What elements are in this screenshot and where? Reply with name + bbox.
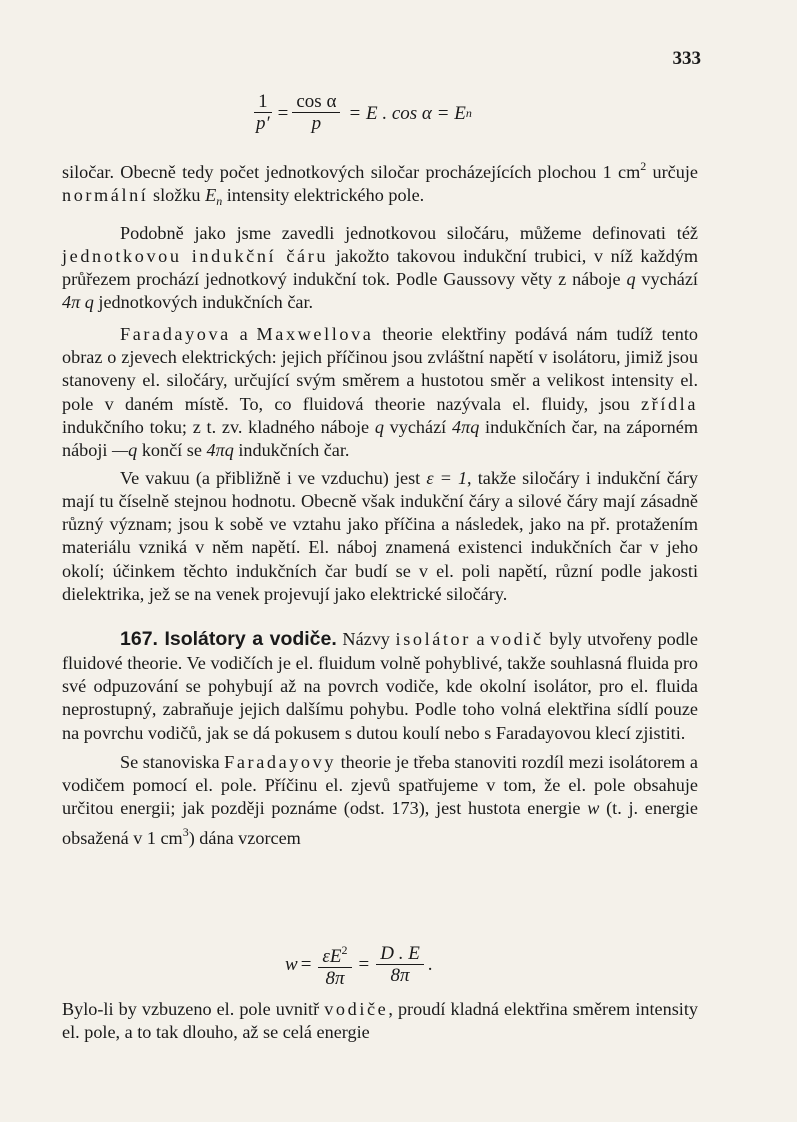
math-expression: —q <box>112 440 138 461</box>
emphasis-spaced: Faradayovy <box>224 751 337 772</box>
math-expression: εE <box>322 946 342 967</box>
math-expression: 4π q <box>62 292 94 313</box>
formula-energy-density <box>285 940 433 990</box>
subscript: n <box>216 194 223 209</box>
fraction-numerator: 1 <box>254 92 272 113</box>
fraction-denominator: 8π <box>390 964 410 986</box>
math-symbol: q <box>374 416 384 437</box>
page-number: 333 <box>672 48 701 69</box>
emphasis-spaced: jednotkovou indukční čáru <box>62 245 329 266</box>
emphasis-spaced: vodiče <box>324 999 389 1019</box>
math-symbol: w <box>285 954 298 975</box>
text-run: jednotkových indukčních čar. <box>93 292 314 313</box>
text-run: vychází <box>635 269 698 290</box>
paragraph-hustota-energie <box>62 751 698 850</box>
fraction-numerator: D . E <box>376 944 424 965</box>
emphasis-spaced: vodič <box>490 629 544 650</box>
fraction-numerator <box>318 940 351 968</box>
period: . <box>427 954 433 975</box>
text-run: a <box>230 323 257 344</box>
text-run: siločar. Obecně tedy počet jednotkových siločar procházejících plochou 1 cm <box>62 162 641 182</box>
text-run: a <box>470 629 491 650</box>
text-run: ) dána vzorcem <box>188 827 301 848</box>
math-expression: 4πq <box>451 416 480 437</box>
paragraph-siločar <box>62 155 698 214</box>
text-run: Názvy <box>336 629 396 650</box>
text-run: Se stanoviska <box>120 751 225 772</box>
body-text-lower <box>62 998 698 1045</box>
fraction-numerator: cos α <box>292 92 340 113</box>
fraction-epsilon-e-squared <box>318 940 351 990</box>
text-run: Bylo-li by vzbuzeno el. pole uvnitř <box>62 999 325 1019</box>
fraction-denominator: p′ <box>256 113 270 134</box>
superscript: 2 <box>341 943 348 957</box>
equals-sign: = <box>277 102 289 124</box>
text-run: , takže siločáry i indukční čáry mají tu číselně stejnou hodnotu. Obecně však indukční čáry a silové čáry mají zásadně různý význam; jsou k sobě ve vztahu jako příčina a následek, jako na př. protažením materiálu vzniká v něm napětí. El. náboj znamená existenci indukčních čar v jeho okolí; účinkem těchto indukčních čar budí se v el. poli napětí, různí podle jakosti dielektrika, jež se na venek projevují jako elektrické siločáry. <box>62 467 698 605</box>
superscript: 2 <box>640 159 647 173</box>
text-run: jakožto takovou indukční trubici, v níž každým průřezem prochází jednotkový indukční tok. Podle Gaussovy věty z náboje <box>62 245 699 290</box>
fraction-denominator: 8π <box>325 968 345 989</box>
fraction-cos-over-p <box>292 92 340 135</box>
text-run: Podobně jako jsme zavedli jednotkovou siločáru, můžeme definovati též <box>120 222 698 243</box>
text-run: theorie je třeba stanoviti rozdíl mezi isolátorem a vodičem pomocí el. pole. Příčinu el. zjevů spatřujeme v tom, že el. pole obsahuje určitou energii; jak později poznáme (odst. 173), jest hustota energie <box>62 751 698 819</box>
text-run: Ve vakuu (a přibližně i ve vzduchu) jest <box>120 467 427 488</box>
text-run: indukčních čar, na záporném náboji <box>62 416 698 461</box>
math-symbol: E <box>205 185 217 206</box>
text-run: indukčních čar. <box>233 440 350 461</box>
fraction-one-over-p-prime <box>252 92 274 135</box>
text-run: (t. j. energie obsažená v 1 cm <box>62 798 698 848</box>
emphasis-spaced: Maxwellova <box>256 323 374 344</box>
formula-normal-component <box>248 92 472 135</box>
math-symbol: q <box>626 269 636 290</box>
section-167 <box>62 628 698 744</box>
emphasis-spaced: Faradayova <box>120 323 231 344</box>
math-expression: 4πq <box>206 440 234 461</box>
section-heading: 167. Isolátory a vodiče. <box>120 628 337 651</box>
text-run: byly utvořeny podle fluidové theorie. Ve vodičích je el. fluidum volně pohyblivé, takže souhlasná fluida pro své odpuzování se pohybují až na povrch vodiče, kde okolní isolátor, pro el. fluida neprostupný, zabraňuje jejich dalšímu pohybu. Podle toho volná elektřina sídlí pouze na povrchu vodičů, jak se dá pokusem s dutou koulí nebo s Faradayovou klecí zjistiti. <box>62 629 698 743</box>
subscript: n <box>465 106 472 120</box>
text-run: vychází <box>383 416 452 437</box>
body-text-upper <box>62 155 698 850</box>
paragraph-vakuum <box>62 467 698 607</box>
math-expression: ε = 1 <box>426 467 468 488</box>
emphasis-spaced: isolátor <box>395 629 471 650</box>
math-symbol: w <box>587 798 600 819</box>
superscript: 3 <box>182 824 189 839</box>
equals-sign: = <box>358 954 370 975</box>
emphasis-spaced: zřídla <box>640 393 698 414</box>
paragraph-jednotkova-indukcni-cara <box>62 222 698 315</box>
fraction-d-dot-e <box>376 944 424 987</box>
text-run: určuje <box>646 162 698 182</box>
text-run: theorie elektřiny podává nám tudíž tento obraz o zjevech elektrických: jejich příčinou jsou zvláštní napětí v isolátoru, jimiž jsou stanoveny el. siločáry, určující svým směrem a hustotou směr a velikost intensity el. pole v daném místě. To, co fluidová theorie nazývala el. fluidy, jsou <box>62 323 698 414</box>
text-run: , proudí kladná elektřina směrem intensity el. pole, a to tak dlouho, až se celá energie <box>62 999 698 1043</box>
paragraph-vodic <box>62 998 698 1045</box>
equals-sign: = <box>300 954 312 975</box>
text-run: intensity elektrického pole. <box>222 185 425 206</box>
text-run: končí se <box>137 440 207 461</box>
fraction-denominator: p <box>311 113 322 134</box>
text-run: složku <box>148 185 206 206</box>
formula-tail: = E . cos α = E <box>348 102 466 124</box>
paragraph-faraday-maxwell <box>62 323 698 463</box>
text-run: indukčního toku; z t. zv. kladného náboje <box>62 416 375 437</box>
emphasis-spaced: normální <box>62 185 149 206</box>
